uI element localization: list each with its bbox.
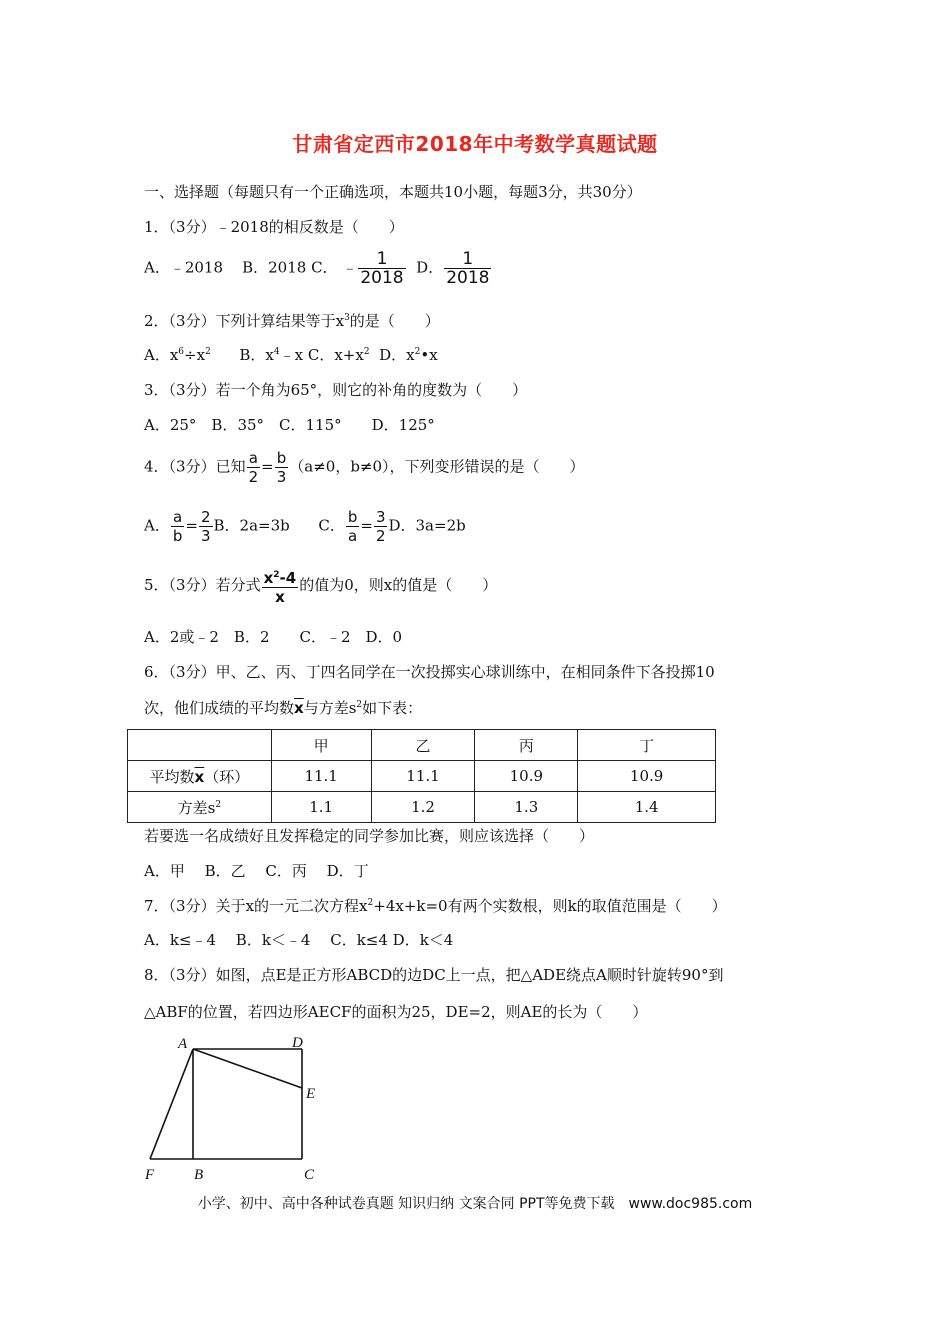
q6-data-table — [127, 729, 716, 823]
square-rotation-figure — [140, 1032, 340, 1182]
q2-b-exp: 4 — [273, 347, 280, 357]
q5-num-x: x — [263, 569, 274, 587]
table-cell: 1.3 — [475, 792, 578, 823]
q6-line1: 6．（3分）甲、乙、丙、丁四名同学在一次投掷实心球训练中，在相同条件下各投掷10 — [144, 663, 715, 681]
q6-question: 若要选一名成绩好且发挥稳定的同学参加比赛，则应该选择（ ） — [144, 827, 595, 845]
q2-stem-tail: 的是（ ） — [349, 312, 440, 330]
q4-c2-num: 3 — [375, 508, 386, 526]
row-label-variance — [128, 792, 272, 823]
q2-d-rest: •x — [420, 346, 438, 364]
q2-b-rest: ﹣x — [279, 346, 304, 364]
q2-stem-exponent: 3 — [344, 313, 350, 323]
q4-frac-b-den: 3 — [276, 468, 287, 486]
q1-d-denominator: 2018 — [446, 268, 490, 288]
q4-a2-num: 2 — [200, 508, 211, 526]
mean-label: 平均数 — [149, 767, 195, 786]
q4-a1-den: b — [172, 527, 183, 545]
q1-stem: 1．（3分）﹣2018的相反数是（ ） — [144, 218, 404, 236]
table-header-cell: 乙 — [371, 730, 475, 761]
point-label-b: B — [194, 1167, 204, 1182]
q4-option-b: B．2a=3b — [213, 516, 290, 535]
q2-c-base: C．x+x — [307, 346, 364, 364]
table-row — [128, 792, 716, 823]
table-header-cell: 甲 — [271, 730, 371, 761]
q5-stem — [144, 566, 497, 606]
q4-stem-post: （a≠0，b≠0），下列变形错误的是（ ） — [289, 457, 585, 476]
q2-a-exp1: 6 — [178, 347, 185, 357]
q2-option-b — [239, 346, 303, 364]
q4-option-c-frac1 — [346, 508, 360, 545]
q8-line1: 8．（3分）如图，点E是正方形ABCD的边DC上一点，把△ADE绕点A顺时针旋转90°到 — [144, 966, 724, 984]
table-cell: 1.2 — [371, 792, 475, 823]
q7-exp: 2 — [367, 898, 374, 908]
variance-exp: 2 — [215, 799, 222, 810]
q2-d-base: D．x — [379, 346, 415, 364]
q7-options: A．k≤﹣4 B．k＜﹣4 C．k≤4 D．k＜4 — [144, 931, 454, 949]
table-cell: 11.1 — [371, 761, 475, 792]
table-cell: 10.9 — [475, 761, 578, 792]
q5-fraction — [262, 566, 299, 606]
q1-option-a: A．﹣2018 — [144, 258, 224, 277]
q3-stem: 3．（3分）若一个角为65°，则它的补角的度数为（ ） — [144, 381, 528, 399]
edge-ae — [193, 1049, 302, 1088]
q4-frac-b-num: b — [276, 449, 287, 467]
q2-c-exp: 2 — [363, 347, 370, 357]
q4-frac-a-den: 2 — [248, 468, 259, 486]
q2-option-a — [144, 346, 211, 364]
table-header-row — [128, 730, 716, 761]
q6-line2-exp: 2 — [356, 700, 363, 710]
q2-stem-text: 2．（3分）下列计算结果等于x — [144, 312, 345, 330]
q1-d-numerator: 1 — [462, 249, 474, 269]
q4-a-eq: = — [185, 516, 198, 535]
q5-options: A．2或﹣2 B．2 C．﹣2 D．0 — [144, 628, 403, 646]
q2-a-op: ÷x — [184, 346, 206, 364]
row-label-mean — [128, 761, 272, 792]
q5-denominator: x — [262, 587, 299, 606]
q4-given-frac-b — [275, 449, 289, 486]
table-cell: 10.9 — [578, 761, 716, 792]
q1-c-numerator: 1 — [376, 249, 388, 269]
q1-option-d-label: D． — [416, 258, 444, 277]
q1-option-b: B．2018 — [242, 258, 307, 277]
point-label-e: E — [306, 1086, 316, 1102]
table-header-cell — [128, 730, 272, 761]
q7-stem-a: 7．（3分）关于x的一元二次方程x — [144, 897, 368, 915]
q6-line2-a: 次，他们成绩的平均数 — [144, 699, 295, 717]
q5-numerator — [262, 566, 299, 587]
section-heading: 一、选择题（每题只有一个正确选项，本题共10小题，每题3分，共30分） — [144, 183, 642, 201]
table-cell: 1.1 — [271, 792, 371, 823]
q4-option-a-frac1 — [171, 508, 185, 545]
q4-option-c-label: C． — [318, 516, 345, 535]
point-label-c: C — [304, 1167, 315, 1182]
table-row — [128, 761, 716, 792]
mean-xbar: $\overline{x}$ — [194, 767, 205, 786]
q2-stem — [144, 310, 440, 331]
table-header-cell: 丙 — [475, 730, 578, 761]
q4-c-eq: = — [360, 516, 373, 535]
q4-eq: = — [261, 457, 274, 476]
q6-xbar: $\overline{x}$ — [294, 699, 304, 717]
q4-option-a-label: A． — [144, 516, 170, 535]
q7-stem-b: +4x+k=0有两个实数根，则k的取值范围是（ ） — [373, 897, 727, 915]
point-label-f: F — [145, 1167, 155, 1182]
q8-line2: △ABF的位置，若四边形AECF的面积为25，DE=2，则AE的长为（ ） — [144, 1003, 648, 1021]
variance-label: 方差s — [177, 798, 216, 817]
q5-num-rest: -4 — [279, 569, 297, 587]
q3-options: A．25° B．35° C．115° D．125° — [144, 416, 435, 434]
page-title: 甘肃省定西市2018年中考数学真题试题 — [292, 132, 658, 156]
mean-unit: （环） — [204, 767, 250, 786]
q5-stem-post: 的值为0，则x的值是（ ） — [299, 576, 498, 594]
q4-stem — [144, 449, 585, 486]
q4-c2-den: 2 — [375, 527, 386, 545]
q7-stem — [144, 895, 727, 916]
q4-c1-num: b — [347, 508, 358, 526]
q2-a-exp2: 2 — [205, 347, 211, 357]
q4-a2-den: 3 — [200, 527, 211, 545]
q4-options — [144, 508, 466, 545]
table-header-cell: 丁 — [578, 730, 716, 761]
q1-options — [144, 250, 492, 287]
q2-a-base: A．x — [144, 346, 179, 364]
q4-given-frac-a — [247, 449, 261, 486]
footer-text: 小学、初中、高中各种试卷真题 知识归纳 文案合同 PPT等免费下载 www.doc985.com — [197, 1196, 753, 1212]
q1-option-d-fraction — [444, 250, 491, 287]
q4-option-a-frac2 — [199, 508, 213, 545]
q2-option-d — [379, 346, 438, 364]
q2-d-exp: 2 — [414, 347, 421, 357]
q6-options: A．甲 B．乙 C．丙 D．丁 — [144, 862, 369, 880]
q6-line2-c: 如下表： — [362, 699, 423, 717]
q2-b-base: B．x — [239, 346, 274, 364]
q2-option-c — [308, 346, 370, 364]
q4-a1-num: a — [173, 508, 183, 526]
edge-af — [150, 1049, 193, 1159]
q4-stem-pre: 4．（3分）已知 — [144, 457, 246, 476]
q4-c1-den: a — [346, 526, 360, 545]
point-label-a: A — [178, 1036, 188, 1052]
q6-line2 — [144, 697, 422, 718]
q4-option-c-frac2 — [374, 508, 388, 545]
q2-options — [144, 344, 438, 365]
q5-num-exp: 2 — [273, 570, 280, 580]
point-label-d: D — [292, 1035, 303, 1051]
q1-option-c-label: C． — [311, 258, 338, 277]
q1-option-c-fraction — [358, 250, 405, 287]
q1-option-c-sign: ﹣ — [342, 258, 358, 277]
table-cell: 1.4 — [578, 792, 716, 823]
q4-option-d: D．3a=2b — [388, 516, 466, 535]
q6-line2-b: 与方差s — [303, 699, 357, 717]
q5-stem-pre: 5．（3分）若分式 — [144, 576, 261, 594]
q1-c-denominator: 2018 — [360, 268, 404, 288]
table-cell: 11.1 — [271, 761, 371, 792]
q4-frac-a-num: a — [248, 449, 258, 467]
